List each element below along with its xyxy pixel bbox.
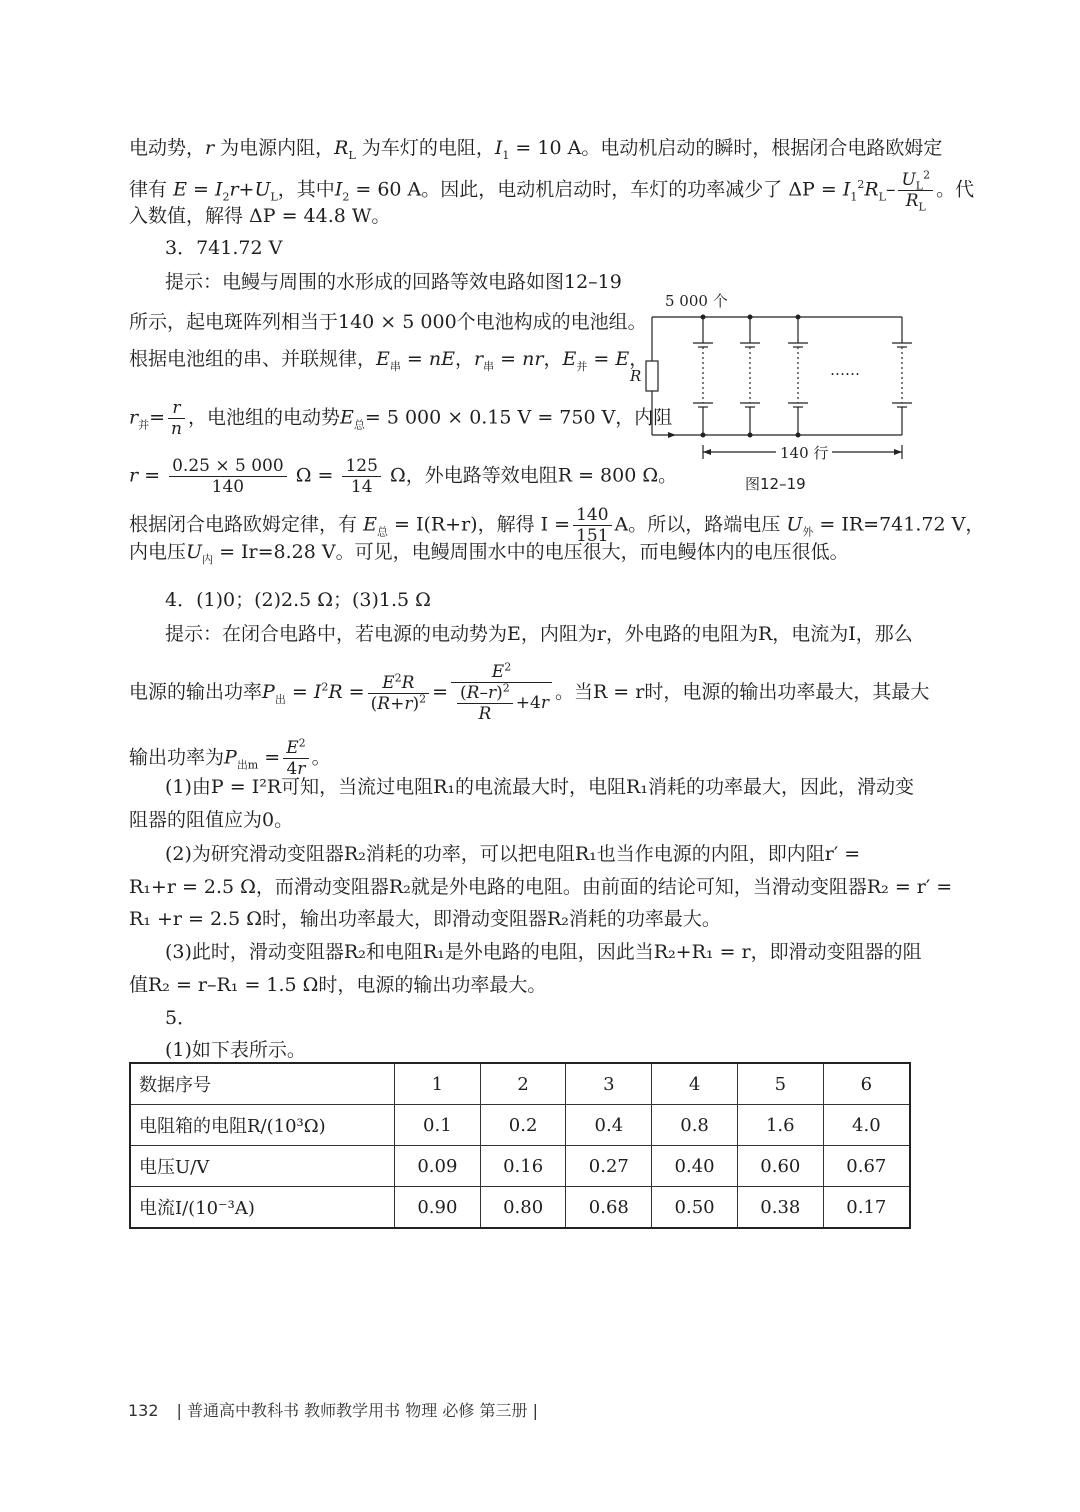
table-row	[130, 1146, 910, 1187]
table-row	[130, 1105, 910, 1146]
figure-top-label: 5 000 个	[665, 292, 728, 310]
footer-book: 普通高中教科书	[187, 1401, 300, 1420]
table-cell: 0.2	[480, 1105, 566, 1146]
q4-part-2b: R₁+r = 2.5 Ω，而滑动变阻器R₂就是外电路的电阻。由前面的结论可知，当滑动变阻器R₂ = r′ =	[129, 876, 953, 898]
q4-part-2c: R₁ +r = 2.5 Ω时，输出功率最大，即滑动变阻器R₂消耗的功率最大。	[129, 908, 721, 930]
q4-part-3b: 值R₂ = r–R₁ = 1.5 Ω时，电源的输出功率最大。	[129, 974, 547, 996]
table-cell: 6	[823, 1063, 910, 1105]
table-row	[130, 1187, 910, 1229]
figure-caption: 图12–19	[745, 475, 806, 493]
q3-hint-6: 根据闭合电路欧姆定律，有 $E_总 = I(R+r)$，解得 I = $\frac{140}{151}$ A。所以，路端电压 $U_外 = IR=741.72$ V，	[129, 505, 985, 546]
page-footer: 132 | 普通高中教科书 教师教学用书 物理 必修 第三册 |	[128, 1401, 538, 1420]
table-cell: 0.60	[737, 1146, 823, 1187]
table-cell: 0.27	[566, 1146, 652, 1187]
table-cell: 0.8	[652, 1105, 738, 1146]
table-cell: 0.67	[823, 1146, 910, 1187]
data-table	[129, 1062, 911, 1229]
q2-line-2: 律有 $E = I_2r+U_L$，其中$I_2 = 60$ A。因此，电动机启动时，车灯的功率减少了 $\Delta P = I_1^2R_L-$ $\frac{U_L^2}{R_L}$ 。代	[129, 168, 975, 214]
q4-part-2a: (2)为研究滑动变阻器R₂消耗的功率，可以把电阻R₁也当作电源的内阻，即内阻r′ =	[165, 843, 861, 865]
footer-course: 必修	[442, 1401, 475, 1420]
q3-hint-2: 所示，起电斑阵列相当于140 × 5 000个电池构成的电池组。	[129, 311, 647, 333]
table-cell: 4.0	[823, 1105, 910, 1146]
q2-line-1: 电动势，r 为电源内阻，$R_L$ 为车灯的电阻，$I_1 = 10$ A。电动机启动的瞬时，根据闭合电路欧姆定	[129, 137, 943, 162]
q3-heading: 3．741.72 V	[165, 237, 283, 259]
q4-heading: 4．(1)0；(2)2.5 Ω；(3)1.5 Ω	[165, 589, 431, 611]
q4-hint-1: 提示：在闭合电路中，若电源的电动势为E，内阻为r，外电路的电阻为R，电流为I，那么	[165, 623, 913, 645]
q3-hint-3: 根据电池组的串、并联规律，$E_串$ = nE，$r_串$ = nr，$E_并 = E$，	[129, 348, 649, 373]
table-cell: 0.50	[652, 1187, 738, 1229]
table-cell: 0.90	[395, 1187, 481, 1229]
figure-resistor-label: R	[630, 367, 642, 385]
table-cell: 5	[737, 1063, 823, 1105]
table-cell: 0.17	[823, 1187, 910, 1229]
q4-part-1b: 阻器的阻值应为0。	[129, 809, 294, 831]
table-cell: 0.40	[652, 1146, 738, 1187]
table-cell: 电压U/V	[130, 1146, 395, 1187]
table-cell: 2	[480, 1063, 566, 1105]
table-cell: 3	[566, 1063, 652, 1105]
figure-bottom-label: 140 行	[776, 442, 832, 463]
q3-hint-1: 提示：电鳗与周围的水形成的回路等效电路如图12–19	[165, 271, 622, 293]
q3-hint-7: 内电压$U_内 = Ir=8.28$ V。可见，电鳗周围水中的电压很大，而电鳗体内的电压很低。	[129, 541, 849, 566]
table-cell: 0.68	[566, 1187, 652, 1229]
q4-part-3a: (3)此时，滑动变阻器R₂和电阻R₁是外电路的电阻，因此当R₂+R₁ = r，即滑动变阻器的阻	[165, 941, 922, 963]
q4-hint-2: 电源的输出功率$P_出 = I^2R$ = $\frac{E^2R}{(R+r)^2}$ = $E^2$ $\frac{(R-r)^2}{R}$ +4r 。当R = r时，电源的输出功率最大，其最大	[129, 660, 930, 724]
table-cell: 0.16	[480, 1146, 566, 1187]
table-cell: 数据序号	[130, 1063, 395, 1105]
page-number: 132	[128, 1401, 159, 1420]
table-cell: 0.4	[566, 1105, 652, 1146]
q3-hint-5: r = $\frac{0.25 \times 5 000}{140}$ Ω = $\frac{125}{14}$ Ω，外电路等效电阻R = 800 Ω。	[129, 456, 678, 497]
table-cell: 0.80	[480, 1187, 566, 1229]
table-cell: 0.09	[395, 1146, 481, 1187]
q2-line-3: 入数值，解得 ΔP = 44.8 W。	[129, 205, 391, 227]
footer-subject: 物理	[405, 1401, 438, 1420]
q5-part-1: (1)如下表所示。	[165, 1039, 306, 1061]
q3-hint-4: $r_并=$ $\frac{r}{n}$ ，电池组的电动势$E_总= 5$ 000 × 0.15 V = 750 V，内阻	[129, 398, 673, 439]
footer-series: 教师教学用书	[304, 1401, 401, 1420]
table-cell: 0.38	[737, 1187, 823, 1229]
table-cell: 1.6	[737, 1105, 823, 1146]
table-cell: 1	[395, 1063, 481, 1105]
q4-hint-3: 输出功率为$P_{出m}$ = $\frac{E^2}{4r}$ 。	[129, 736, 331, 779]
q4-part-1a: (1)由P = I²R可知，当流过电阻R₁的电流最大时，电阻R₁消耗的功率最大，因此，滑动变	[165, 776, 914, 798]
circuit-figure	[630, 285, 920, 500]
q5-heading: 5．	[165, 1007, 197, 1029]
table-cell: 电阻箱的电阻R/(10³Ω)	[130, 1105, 395, 1146]
table-cell: 电流I/(10⁻³A)	[130, 1187, 395, 1229]
footer-volume: 第三册	[479, 1401, 528, 1420]
table-cell: 4	[652, 1063, 738, 1105]
circuit-diagram	[630, 285, 920, 500]
table-cell: 0.1	[395, 1105, 481, 1146]
figure-dots: ……	[830, 361, 860, 379]
table-row	[130, 1063, 910, 1105]
